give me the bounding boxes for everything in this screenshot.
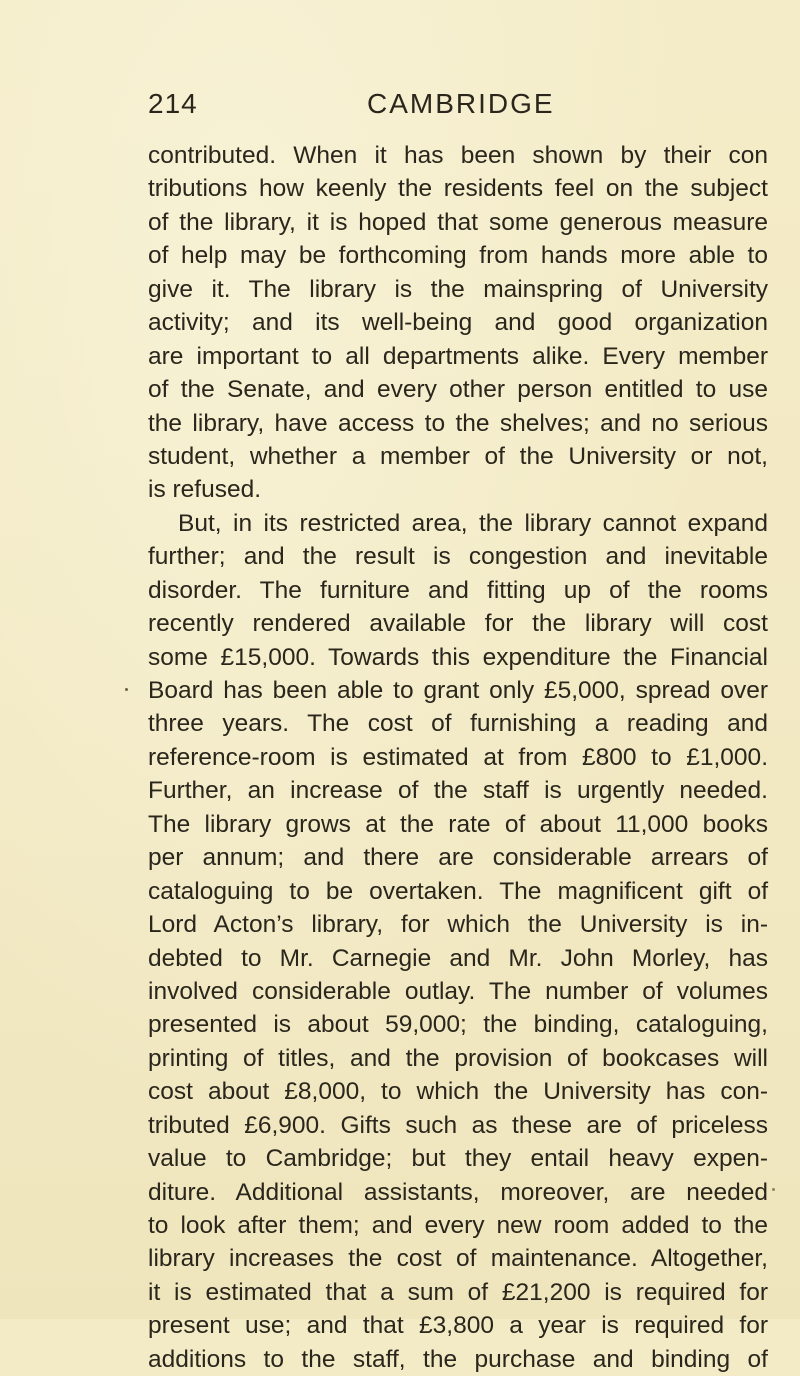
text-line: disorder. The furniture and fitting up of the rooms bbox=[148, 576, 768, 604]
text-line: Further, an increase of the staff is urgently needed. bbox=[148, 777, 768, 805]
text-line: cataloguing to be overtaken. The magnificent gift of bbox=[148, 877, 768, 905]
text-line: Board has been able to grant only £5,000, spread over bbox=[148, 677, 768, 704]
text-line: Lord Acton’s library, for which the University is in- bbox=[148, 911, 768, 939]
text-line: diture. Additional assistants, moreover, are needed bbox=[148, 1178, 768, 1206]
text-line: student, whether a member of the University or not, bbox=[148, 442, 768, 470]
margin-mark bbox=[125, 688, 128, 691]
text-line: three years. The cost of furnishing a reading and bbox=[148, 710, 768, 738]
text-line: activity; and its well-being and good organization bbox=[148, 309, 768, 337]
text-line: of the Senate, and every other person entitled to use bbox=[148, 376, 768, 404]
text-line: debted to Mr. Carnegie and Mr. John Morley, has bbox=[148, 944, 768, 972]
text-line: give it. The library is the mainspring of University bbox=[148, 275, 768, 303]
text-line: the library, have access to the shelves; and no serious bbox=[148, 409, 768, 437]
text-line: value to Cambridge; but they entail heavy expen- bbox=[148, 1145, 768, 1173]
text-line: to look after them; and every new room added to the bbox=[148, 1212, 768, 1239]
paragraph-start-line: But, in its restricted area, the library cannot expand bbox=[178, 509, 768, 537]
text-line: of the library, it is hoped that some generous measure bbox=[148, 208, 768, 236]
text-line: involved considerable outlay. The number of volumes bbox=[148, 977, 768, 1005]
text-line: some £15,000. Towards this expenditure the Financial bbox=[148, 643, 768, 671]
body-text bbox=[148, 139, 768, 1376]
text-line: additions to the staff, the purchase and binding of bbox=[148, 1345, 768, 1373]
text-line: The library grows at the rate of about 11,000 books bbox=[148, 810, 768, 838]
text-line: tributions how keenly the residents feel on the subject bbox=[148, 175, 768, 203]
text-line: recently rendered available for the library will cost bbox=[148, 610, 768, 638]
paper-speck bbox=[772, 1188, 775, 1191]
text-line: reference-room is estimated at from £800 to £1,000. bbox=[148, 743, 768, 771]
page-header bbox=[0, 84, 800, 124]
paragraph-end-line: is refused. bbox=[148, 476, 262, 504]
text-line: per annum; and there are considerable arrears of bbox=[148, 844, 768, 872]
text-line: printing of titles, and the provision of bookcases will bbox=[148, 1044, 768, 1072]
text-line: are important to all departments alike. Every member bbox=[148, 342, 768, 370]
text-line: library increases the cost of maintenance. Altogether, bbox=[148, 1245, 768, 1273]
text-line: cost about £8,000, to which the University has con- bbox=[148, 1078, 768, 1106]
page-number: 214 bbox=[148, 88, 198, 119]
text-line: further; and the result is congestion and inevitable bbox=[148, 543, 768, 571]
text-line: it is estimated that a sum of £21,200 is required for bbox=[148, 1278, 768, 1306]
text-line: presented is about 59,000; the binding, cataloguing, bbox=[148, 1011, 768, 1039]
text-line: present use; and that £3,800 a year is required for bbox=[148, 1312, 768, 1340]
text-line: tributed £6,900. Gifts such as these are of priceless bbox=[148, 1111, 768, 1139]
running-head: CAMBRIDGE bbox=[367, 88, 555, 119]
text-line: contributed. When it has been shown by their con bbox=[148, 142, 768, 169]
text-line: of help may be forthcoming from hands more able to bbox=[148, 242, 768, 270]
